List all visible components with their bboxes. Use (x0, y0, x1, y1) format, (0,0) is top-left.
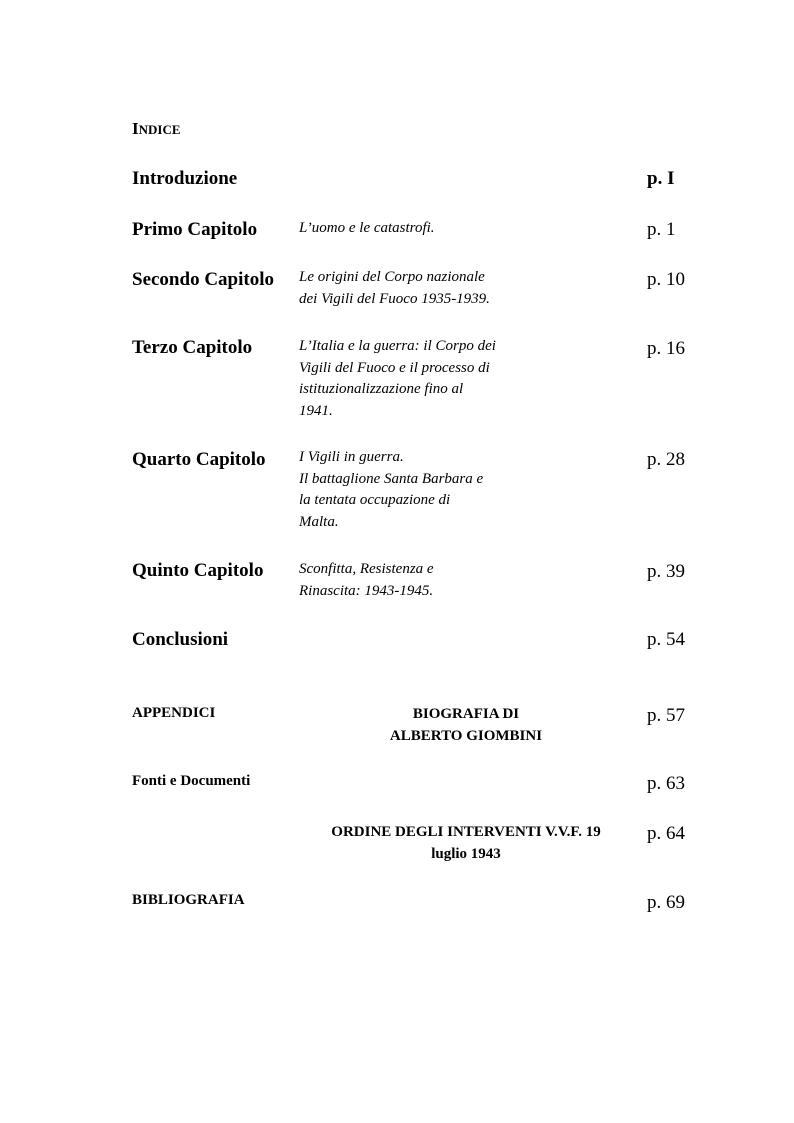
entry-conclusioni-title: Conclusioni (132, 629, 229, 650)
entry-primo-desc (299, 218, 435, 240)
entry-quinto-page: p. 39 (647, 561, 685, 582)
entry-secondo-desc (299, 267, 490, 310)
desc-line: Vigili del Fuoco e il processo di (299, 359, 490, 376)
ordine-line: ORDINE DEGLI INTERVENTI V.V.F. 19 (331, 824, 601, 840)
desc-line: Sconfitta, Resistenza e (299, 561, 434, 577)
entry-quarto-title: Quarto Capitolo (132, 449, 266, 470)
title-initial: I (132, 119, 139, 138)
entry-terzo-page: p. 16 (647, 338, 685, 359)
desc-line: Il battaglione Santa Barbara e (299, 470, 484, 487)
entry-conclusioni-page: p. 54 (647, 629, 685, 650)
entry-quarto-page: p. 28 (647, 449, 685, 470)
fonti-page: p. 63 (647, 773, 685, 794)
fonti-label: Fonti e Documenti (132, 773, 251, 789)
bibliografia-page: p. 69 (647, 892, 685, 913)
entry-terzo-title: Terzo Capitolo (132, 337, 253, 358)
desc-line: 1941. (299, 402, 333, 419)
ordine-heading (306, 821, 626, 865)
biografia-line: BIOGRAFIA DI (412, 706, 520, 722)
desc-line: Malta. (299, 513, 339, 530)
desc-line: I Vigili in guerra. (299, 449, 404, 465)
desc-line: L’uomo e le catastrofi. (299, 220, 435, 236)
title-rest: NDICE (138, 122, 181, 137)
bibliografia-label: BIBLIOGRAFIA (132, 892, 245, 908)
biografia-page: p. 57 (647, 705, 685, 726)
entry-secondo-page: p. 10 (647, 269, 685, 290)
entry-quarto-desc (299, 447, 483, 533)
desc-line: Le origini del Corpo nazionale (299, 269, 485, 285)
ordine-line: luglio 1943 (431, 846, 501, 862)
biografia-heading (366, 703, 566, 747)
entry-secondo-title: Secondo Capitolo (132, 269, 274, 290)
desc-line: L’Italia e la guerra: il Corpo dei (299, 338, 496, 354)
desc-line: istituzionalizzazione fino al (299, 381, 464, 397)
entry-intro-page: p. I (647, 168, 675, 189)
entry-quinto-title: Quinto Capitolo (132, 560, 264, 581)
biografia-line: ALBERTO GIOMBINI (389, 728, 543, 744)
appendici-label: APPENDICI (132, 705, 216, 721)
entry-primo-page: p. 1 (647, 219, 676, 240)
desc-line: la tentata occupazione di (299, 492, 451, 508)
desc-line: Rinascita: 1943-1945. (299, 582, 434, 599)
entry-primo-title: Primo Capitolo (132, 219, 258, 240)
ordine-page: p. 64 (647, 823, 685, 844)
entry-quinto-desc (299, 559, 434, 602)
desc-line: dei Vigili del Fuoco 1935-1939. (299, 290, 490, 307)
entry-intro-title: Introduzione (132, 168, 238, 189)
entry-terzo-desc (299, 336, 496, 422)
page-title (132, 119, 181, 139)
